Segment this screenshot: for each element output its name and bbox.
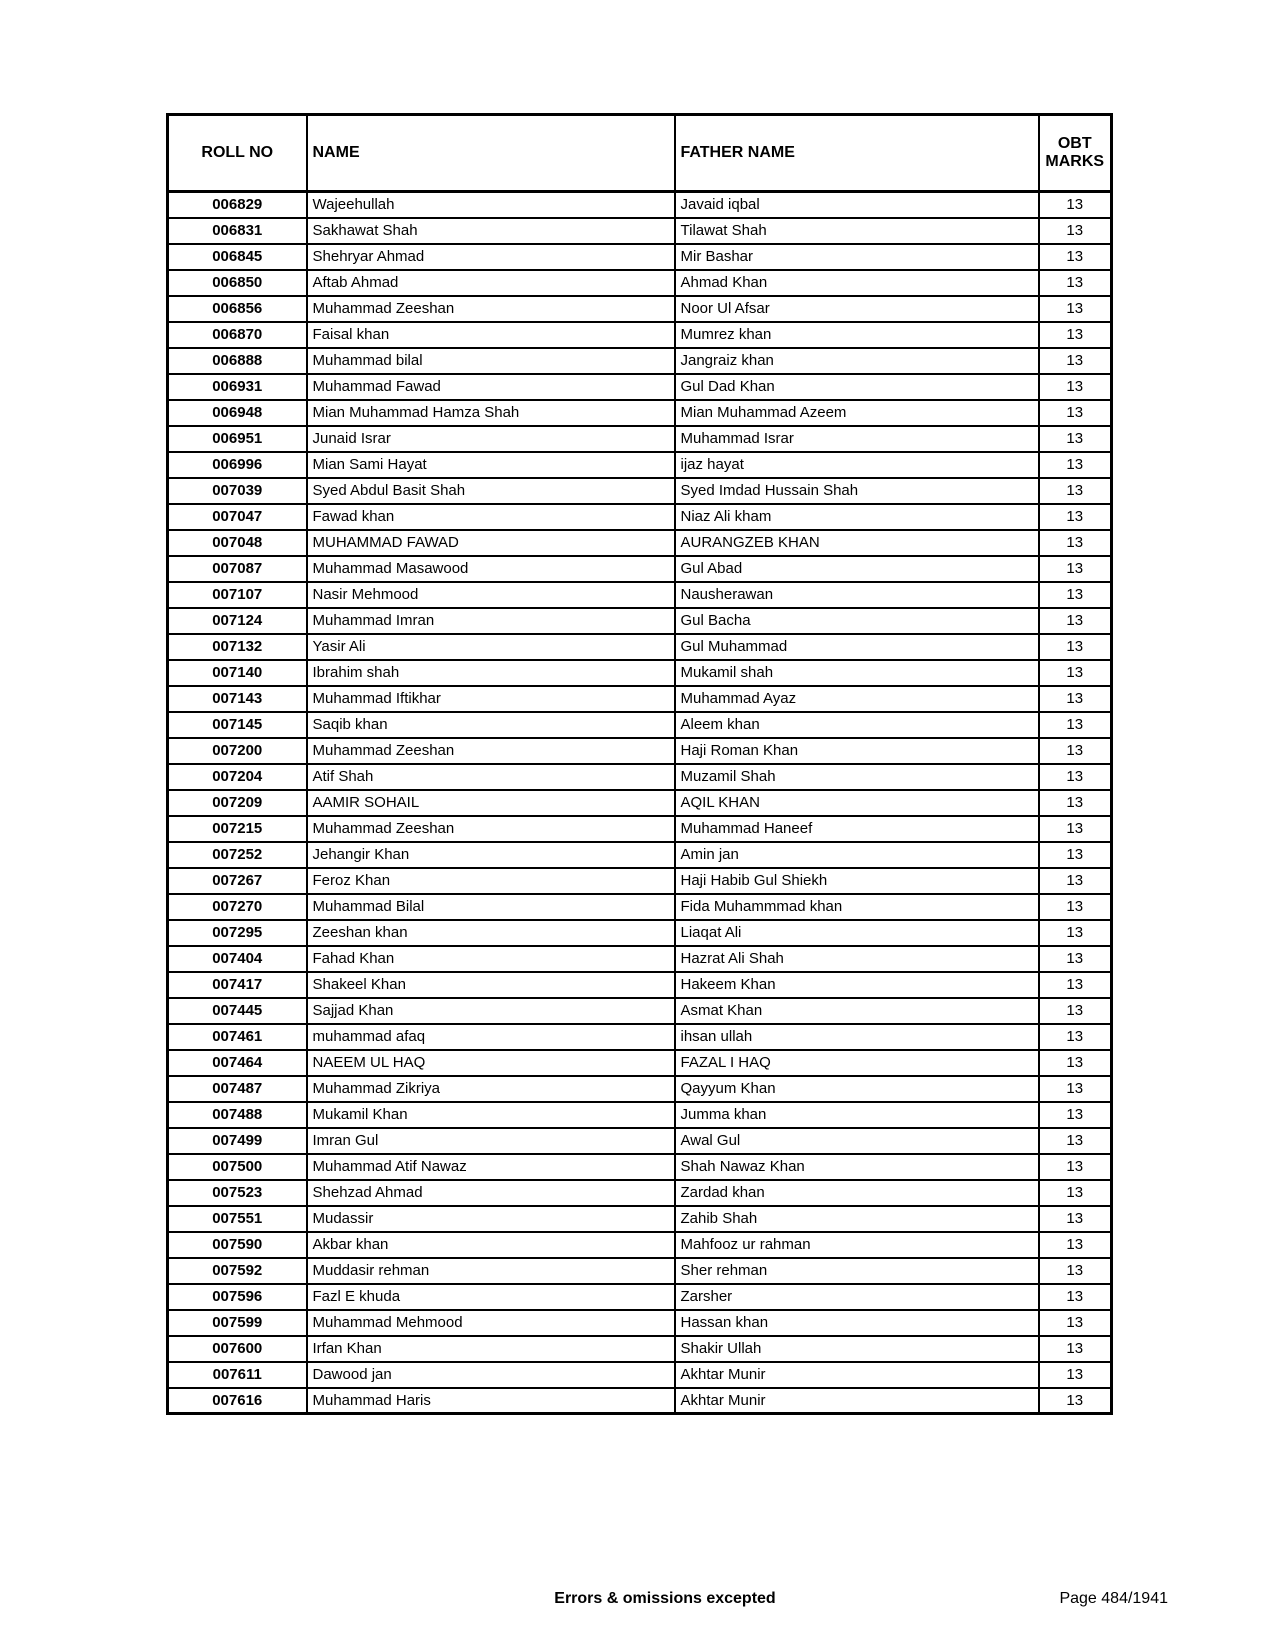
- cell-father: Hakeem Khan: [675, 972, 1039, 998]
- cell-roll: 007599: [168, 1310, 307, 1336]
- cell-name: Muhammad Bilal: [307, 894, 675, 920]
- table-row: [168, 1050, 1112, 1076]
- cell-roll: 007087: [168, 556, 307, 582]
- table-row: [168, 1362, 1112, 1388]
- table-row: [168, 322, 1112, 348]
- table-row: [168, 1336, 1112, 1362]
- cell-father: Asmat Khan: [675, 998, 1039, 1024]
- table-row: [168, 1024, 1112, 1050]
- cell-father: Jangraiz khan: [675, 348, 1039, 374]
- cell-father: Hazrat Ali Shah: [675, 946, 1039, 972]
- table-row: [168, 842, 1112, 868]
- cell-father: Tilawat Shah: [675, 218, 1039, 244]
- cell-father: Jumma khan: [675, 1102, 1039, 1128]
- column-header-obt-marks: OBT MARKS: [1039, 115, 1112, 192]
- cell-marks: 13: [1039, 218, 1112, 244]
- table-row: [168, 790, 1112, 816]
- cell-father: Niaz Ali kham: [675, 504, 1039, 530]
- cell-name: Muhammad Haris: [307, 1388, 675, 1414]
- cell-roll: 007252: [168, 842, 307, 868]
- cell-name: Saqib khan: [307, 712, 675, 738]
- table-row: [168, 764, 1112, 790]
- cell-roll: 007295: [168, 920, 307, 946]
- cell-roll: 007590: [168, 1232, 307, 1258]
- cell-roll: 006829: [168, 192, 307, 218]
- cell-father: Haji Habib Gul Shiekh: [675, 868, 1039, 894]
- table-row: [168, 1102, 1112, 1128]
- cell-father: Muhammad Haneef: [675, 816, 1039, 842]
- cell-roll: 006931: [168, 374, 307, 400]
- cell-name: Sakhawat Shah: [307, 218, 675, 244]
- cell-marks: 13: [1039, 634, 1112, 660]
- cell-name: Nasir Mehmood: [307, 582, 675, 608]
- table-row: [168, 868, 1112, 894]
- cell-father: Muzamil Shah: [675, 764, 1039, 790]
- table-row: [168, 270, 1112, 296]
- header-row: [168, 115, 1112, 192]
- cell-roll: 007132: [168, 634, 307, 660]
- table-row: [168, 192, 1112, 218]
- cell-roll: 007611: [168, 1362, 307, 1388]
- table-row: [168, 1180, 1112, 1206]
- cell-father: Ahmad Khan: [675, 270, 1039, 296]
- cell-father: Mumrez khan: [675, 322, 1039, 348]
- cell-father: Amin jan: [675, 842, 1039, 868]
- table-row: [168, 1154, 1112, 1180]
- cell-name: Junaid Israr: [307, 426, 675, 452]
- cell-name: Muhammad Masawood: [307, 556, 675, 582]
- table-row: [168, 530, 1112, 556]
- cell-marks: 13: [1039, 556, 1112, 582]
- cell-name: Muhammad Zikriya: [307, 1076, 675, 1102]
- cell-father: Akhtar Munir: [675, 1362, 1039, 1388]
- cell-father: Noor Ul Afsar: [675, 296, 1039, 322]
- table-row: [168, 920, 1112, 946]
- cell-marks: 13: [1039, 738, 1112, 764]
- cell-marks: 13: [1039, 374, 1112, 400]
- cell-name: Faisal khan: [307, 322, 675, 348]
- cell-name: Muddasir rehman: [307, 1258, 675, 1284]
- cell-name: Fawad khan: [307, 504, 675, 530]
- cell-father: Aleem khan: [675, 712, 1039, 738]
- table-row: [168, 608, 1112, 634]
- cell-marks: 13: [1039, 478, 1112, 504]
- cell-marks: 13: [1039, 790, 1112, 816]
- cell-roll: 007592: [168, 1258, 307, 1284]
- cell-father: Fida Muhammmad khan: [675, 894, 1039, 920]
- cell-name: Muhammad Zeeshan: [307, 816, 675, 842]
- cell-father: ijaz hayat: [675, 452, 1039, 478]
- cell-father: Mian Muhammad Azeem: [675, 400, 1039, 426]
- cell-roll: 006996: [168, 452, 307, 478]
- table-row: [168, 1076, 1112, 1102]
- cell-marks: 13: [1039, 504, 1112, 530]
- cell-roll: 007143: [168, 686, 307, 712]
- cell-marks: 13: [1039, 1050, 1112, 1076]
- table-row: [168, 1284, 1112, 1310]
- cell-roll: 007500: [168, 1154, 307, 1180]
- table-row: [168, 504, 1112, 530]
- cell-father: Gul Abad: [675, 556, 1039, 582]
- cell-marks: 13: [1039, 1388, 1112, 1414]
- cell-father: Haji Roman Khan: [675, 738, 1039, 764]
- cell-father: Muhammad Ayaz: [675, 686, 1039, 712]
- cell-father: FAZAL I HAQ: [675, 1050, 1039, 1076]
- cell-father: Mukamil shah: [675, 660, 1039, 686]
- cell-father: Gul Muhammad: [675, 634, 1039, 660]
- cell-roll: 007039: [168, 478, 307, 504]
- table-body: [168, 192, 1112, 1414]
- cell-roll: 007267: [168, 868, 307, 894]
- cell-roll: 007124: [168, 608, 307, 634]
- cell-father: Liaqat Ali: [675, 920, 1039, 946]
- cell-name: Syed Abdul Basit Shah: [307, 478, 675, 504]
- cell-father: Zarsher: [675, 1284, 1039, 1310]
- cell-roll: 007596: [168, 1284, 307, 1310]
- table-header: [168, 115, 1112, 192]
- cell-marks: 13: [1039, 868, 1112, 894]
- cell-roll: 006856: [168, 296, 307, 322]
- cell-father: Mir Bashar: [675, 244, 1039, 270]
- table-row: [168, 374, 1112, 400]
- cell-marks: 13: [1039, 894, 1112, 920]
- cell-roll: 007499: [168, 1128, 307, 1154]
- cell-marks: 13: [1039, 322, 1112, 348]
- cell-marks: 13: [1039, 608, 1112, 634]
- cell-marks: 13: [1039, 764, 1112, 790]
- cell-name: Imran Gul: [307, 1128, 675, 1154]
- cell-name: Wajeehullah: [307, 192, 675, 218]
- cell-marks: 13: [1039, 1024, 1112, 1050]
- cell-roll: 007417: [168, 972, 307, 998]
- cell-father: Zahib Shah: [675, 1206, 1039, 1232]
- cell-marks: 13: [1039, 1232, 1112, 1258]
- cell-roll: 007048: [168, 530, 307, 556]
- cell-roll: 006831: [168, 218, 307, 244]
- cell-father: AURANGZEB KHAN: [675, 530, 1039, 556]
- cell-marks: 13: [1039, 1362, 1112, 1388]
- cell-roll: 007616: [168, 1388, 307, 1414]
- cell-name: Atif Shah: [307, 764, 675, 790]
- footer-page-number: Page 484/1941: [1059, 1590, 1168, 1607]
- table-row: [168, 400, 1112, 426]
- cell-name: Ibrahim shah: [307, 660, 675, 686]
- cell-roll: 007600: [168, 1336, 307, 1362]
- cell-roll: 006948: [168, 400, 307, 426]
- cell-name: Irfan Khan: [307, 1336, 675, 1362]
- cell-marks: 13: [1039, 1258, 1112, 1284]
- cell-roll: 007145: [168, 712, 307, 738]
- cell-name: Muhammad Zeeshan: [307, 296, 675, 322]
- table-row: [168, 972, 1112, 998]
- cell-father: Sher rehman: [675, 1258, 1039, 1284]
- cell-roll: 007464: [168, 1050, 307, 1076]
- cell-marks: 13: [1039, 920, 1112, 946]
- cell-roll: 007140: [168, 660, 307, 686]
- cell-name: Mian Sami Hayat: [307, 452, 675, 478]
- column-header-roll-no: ROLL NO: [168, 115, 307, 192]
- cell-marks: 13: [1039, 530, 1112, 556]
- cell-marks: 13: [1039, 296, 1112, 322]
- cell-name: muhammad afaq: [307, 1024, 675, 1050]
- cell-name: Feroz Khan: [307, 868, 675, 894]
- cell-name: Fazl E khuda: [307, 1284, 675, 1310]
- cell-roll: 006870: [168, 322, 307, 348]
- cell-name: Fahad Khan: [307, 946, 675, 972]
- cell-marks: 13: [1039, 946, 1112, 972]
- cell-roll: 007487: [168, 1076, 307, 1102]
- cell-name: Muhammad Zeeshan: [307, 738, 675, 764]
- cell-father: Muhammad Israr: [675, 426, 1039, 452]
- cell-name: Shehzad Ahmad: [307, 1180, 675, 1206]
- table-row: [168, 1128, 1112, 1154]
- cell-marks: 13: [1039, 1284, 1112, 1310]
- cell-father: Zardad khan: [675, 1180, 1039, 1206]
- cell-father: Gul Bacha: [675, 608, 1039, 634]
- table-row: [168, 660, 1112, 686]
- cell-name: Muhammad Fawad: [307, 374, 675, 400]
- table-row: [168, 556, 1112, 582]
- cell-marks: 13: [1039, 400, 1112, 426]
- cell-marks: 13: [1039, 270, 1112, 296]
- cell-name: Mukamil Khan: [307, 1102, 675, 1128]
- cell-name: Aftab Ahmad: [307, 270, 675, 296]
- cell-marks: 13: [1039, 426, 1112, 452]
- cell-marks: 13: [1039, 1336, 1112, 1362]
- cell-father: Mahfooz ur rahman: [675, 1232, 1039, 1258]
- cell-roll: 007551: [168, 1206, 307, 1232]
- cell-roll: 006845: [168, 244, 307, 270]
- cell-father: Nausherawan: [675, 582, 1039, 608]
- cell-name: MUHAMMAD FAWAD: [307, 530, 675, 556]
- table-row: [168, 478, 1112, 504]
- cell-marks: 13: [1039, 348, 1112, 374]
- cell-roll: 007523: [168, 1180, 307, 1206]
- cell-name: Dawood jan: [307, 1362, 675, 1388]
- cell-name: Mudassir: [307, 1206, 675, 1232]
- cell-marks: 13: [1039, 972, 1112, 998]
- cell-roll: 007200: [168, 738, 307, 764]
- table-row: [168, 1310, 1112, 1336]
- cell-marks: 13: [1039, 712, 1112, 738]
- cell-marks: 13: [1039, 1310, 1112, 1336]
- cell-name: Jehangir Khan: [307, 842, 675, 868]
- cell-roll: 007445: [168, 998, 307, 1024]
- table-row: [168, 348, 1112, 374]
- cell-name: Muhammad Mehmood: [307, 1310, 675, 1336]
- table-row: [168, 712, 1112, 738]
- table-row: [168, 582, 1112, 608]
- footer-note: Errors & omissions excepted: [554, 1590, 776, 1607]
- cell-name: Shehryar Ahmad: [307, 244, 675, 270]
- cell-marks: 13: [1039, 686, 1112, 712]
- cell-marks: 13: [1039, 192, 1112, 218]
- table-row: [168, 1232, 1112, 1258]
- cell-name: Muhammad Imran: [307, 608, 675, 634]
- cell-roll: 007107: [168, 582, 307, 608]
- cell-marks: 13: [1039, 452, 1112, 478]
- table-row: [168, 686, 1112, 712]
- cell-father: ihsan ullah: [675, 1024, 1039, 1050]
- cell-father: Javaid iqbal: [675, 192, 1039, 218]
- table-row: [168, 426, 1112, 452]
- cell-roll: 007204: [168, 764, 307, 790]
- table-row: [168, 946, 1112, 972]
- cell-marks: 13: [1039, 582, 1112, 608]
- table-row: [168, 816, 1112, 842]
- cell-father: Syed Imdad Hussain Shah: [675, 478, 1039, 504]
- cell-marks: 13: [1039, 816, 1112, 842]
- cell-name: NAEEM UL HAQ: [307, 1050, 675, 1076]
- cell-marks: 13: [1039, 842, 1112, 868]
- cell-marks: 13: [1039, 1076, 1112, 1102]
- column-header-father-name: FATHER NAME: [675, 115, 1039, 192]
- cell-roll: 007461: [168, 1024, 307, 1050]
- table-row: [168, 296, 1112, 322]
- cell-name: Mian Muhammad Hamza Shah: [307, 400, 675, 426]
- cell-marks: 13: [1039, 1102, 1112, 1128]
- cell-father: Awal Gul: [675, 1128, 1039, 1154]
- cell-roll: 007215: [168, 816, 307, 842]
- cell-name: Sajjad Khan: [307, 998, 675, 1024]
- cell-name: Shakeel Khan: [307, 972, 675, 998]
- table-row: [168, 634, 1112, 660]
- table-row: [168, 894, 1112, 920]
- table-row: [168, 452, 1112, 478]
- cell-roll: 007047: [168, 504, 307, 530]
- cell-father: Qayyum Khan: [675, 1076, 1039, 1102]
- cell-roll: 007270: [168, 894, 307, 920]
- table-row: [168, 244, 1112, 270]
- cell-roll: 006850: [168, 270, 307, 296]
- cell-marks: 13: [1039, 1206, 1112, 1232]
- cell-marks: 13: [1039, 660, 1112, 686]
- cell-marks: 13: [1039, 998, 1112, 1024]
- cell-name: Yasir Ali: [307, 634, 675, 660]
- table-row: [168, 738, 1112, 764]
- cell-father: Hassan khan: [675, 1310, 1039, 1336]
- cell-father: Gul Dad Khan: [675, 374, 1039, 400]
- cell-roll: 006888: [168, 348, 307, 374]
- cell-name: Akbar khan: [307, 1232, 675, 1258]
- cell-roll: 007404: [168, 946, 307, 972]
- table-row: [168, 1206, 1112, 1232]
- column-header-name: NAME: [307, 115, 675, 192]
- results-table: [166, 113, 1113, 1415]
- table-row: [168, 1258, 1112, 1284]
- cell-father: Akhtar Munir: [675, 1388, 1039, 1414]
- cell-father: AQIL KHAN: [675, 790, 1039, 816]
- table-row: [168, 998, 1112, 1024]
- cell-roll: 007488: [168, 1102, 307, 1128]
- cell-roll: 006951: [168, 426, 307, 452]
- cell-name: Muhammad Iftikhar: [307, 686, 675, 712]
- table-row: [168, 218, 1112, 244]
- cell-roll: 007209: [168, 790, 307, 816]
- cell-marks: 13: [1039, 1180, 1112, 1206]
- cell-father: Shakir Ullah: [675, 1336, 1039, 1362]
- cell-father: Shah Nawaz Khan: [675, 1154, 1039, 1180]
- cell-marks: 13: [1039, 1128, 1112, 1154]
- cell-name: Muhammad bilal: [307, 348, 675, 374]
- table-row: [168, 1388, 1112, 1414]
- cell-marks: 13: [1039, 1154, 1112, 1180]
- cell-name: Muhammad Atif Nawaz: [307, 1154, 675, 1180]
- cell-name: AAMIR SOHAIL: [307, 790, 675, 816]
- cell-marks: 13: [1039, 244, 1112, 270]
- cell-name: Zeeshan khan: [307, 920, 675, 946]
